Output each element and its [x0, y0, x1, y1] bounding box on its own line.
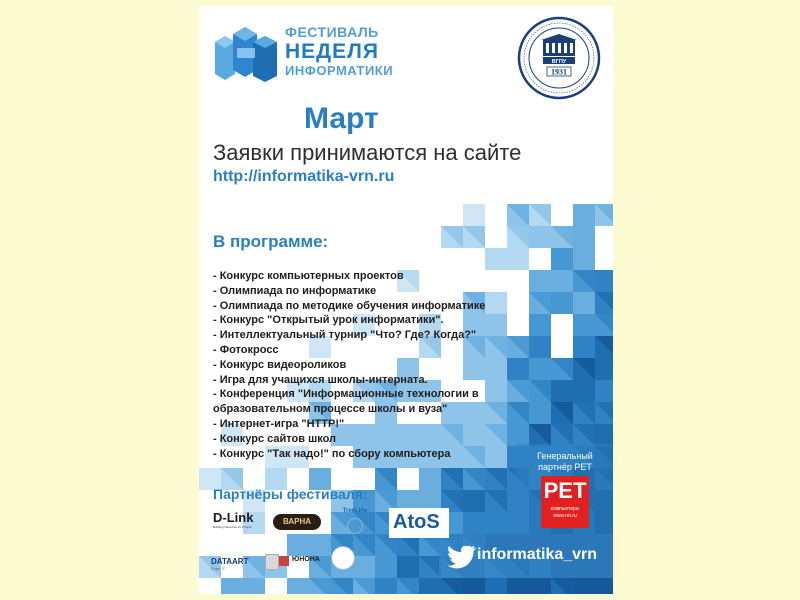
program-item: - Конкурс "Открытый урок информатики". [213, 314, 444, 327]
dlink-tagline: Building Networks for People [213, 525, 252, 529]
general-partner-label-line1: Генеральный [537, 451, 593, 461]
treeline-logo-text: TreeLine [342, 508, 368, 514]
twitter-handle[interactable]: informatika_vrn [477, 546, 598, 563]
general-partner-label-line2: партнёр PET [538, 462, 592, 472]
dlink-logo-text: D-Link [213, 510, 254, 525]
treeline-circle-icon [347, 518, 363, 534]
month-title: Март [304, 102, 379, 135]
atos-logo-text: AtoS [393, 511, 440, 533]
partners-title: Партнёры фестиваля: [213, 486, 368, 502]
yuona-logo[interactable] [279, 554, 323, 568]
festival-title [285, 25, 393, 77]
varna-logo[interactable]: ВАРНА [273, 514, 321, 530]
program-item: - Интернет-игра "HTTP!" [213, 417, 345, 430]
pet-logo-sub1: компьютеры [550, 506, 580, 512]
festival-logo-icon [213, 24, 279, 82]
yuona-logo-text: ЮНОНА [292, 556, 320, 563]
poster-content [199, 6, 613, 594]
program-title: В программе: [213, 232, 329, 251]
partner-round-icon[interactable] [331, 546, 355, 570]
apply-text: Заявки принимаются на сайте [213, 140, 522, 165]
yuona-square-icon [279, 556, 289, 566]
pet-logo[interactable] [541, 476, 589, 528]
program-item: - Конкурс сайтов школ [213, 432, 337, 445]
treeline-logo[interactable] [333, 506, 377, 540]
partner-shield-icon[interactable] [265, 554, 279, 570]
twitter-bird-icon[interactable] [447, 546, 477, 570]
poster [199, 6, 613, 594]
festival-title-line3: ИНФОРМАТИКИ [285, 63, 394, 78]
program-item: - Игра для учащихся школы-интерната. [213, 373, 428, 386]
program-item: - Конкурс компьютерных проектов [213, 270, 404, 282]
program-item: - Фотокросс [213, 343, 279, 356]
program-item: - Олимпиада по информатике [213, 284, 377, 297]
atos-logo[interactable] [389, 508, 449, 538]
dlink-logo[interactable] [213, 511, 265, 533]
pet-logo-sub2: www.ret.ru [553, 513, 577, 519]
university-seal-icon [517, 16, 601, 100]
dataart-logo[interactable] [211, 557, 261, 573]
festival-title-line1: ФЕСТИВАЛЬ [285, 24, 379, 40]
pet-logo-subtext [541, 506, 589, 520]
site-link[interactable]: http://informatika-vrn.ru [213, 168, 395, 185]
program-item: - Конференция "Информационные технологии в [213, 388, 479, 401]
seal-abbr: ВГПУ [551, 59, 567, 65]
program-item: - Олимпиада по методике обучения информатике [213, 299, 486, 312]
pet-logo-text: PET [543, 478, 587, 503]
dataart-logo-text: DATAART [211, 557, 249, 566]
program-item: - Конкурс "Так надо!" по сбору компьютера [213, 447, 451, 460]
general-partner-label [523, 451, 607, 473]
festival-title-line2: НЕДЕЛЯ [285, 40, 379, 63]
program-item: - Конкурс видеороликов [213, 358, 347, 371]
seal-year: 1931 [551, 67, 567, 77]
program-item: образовательном процессе школы и вуза" [213, 403, 448, 416]
program-item: - Интеллектуальный турнир "Что? Где? Когда?" [213, 329, 477, 342]
program-list [213, 269, 513, 461]
dataart-tagline: Enter IT [211, 566, 226, 571]
